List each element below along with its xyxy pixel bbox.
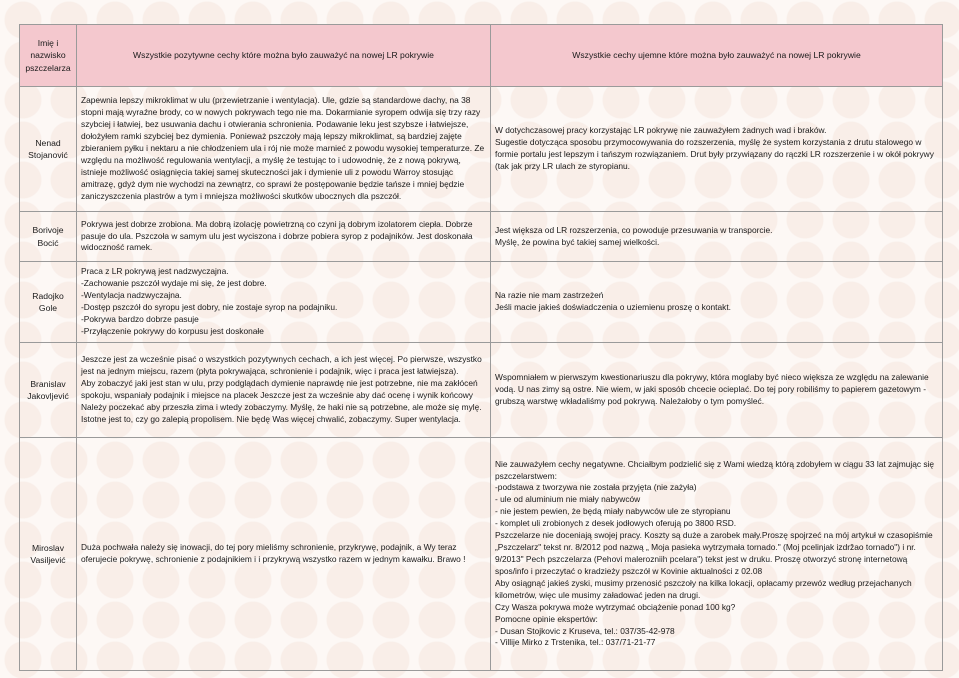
negative-cell bbox=[491, 438, 943, 671]
positive-text: Zapewnia lepszy mikroklimat w ulu (przewietrzanie i wentylacja). Ule, gdzie są standardowe dachy, na 38 stopni mają wyraźne brody, co w nowych pokrywach tego nie ma. Dokarmianie syropem odwija się trzy razy szybciej i łatwiej, bez usuwania dachu i otwierania schronienia. Podawanie leku jest szybsze i łatwiejsze, dołożyłem ramki szybciej bez dymienia. Ponieważ pszczoły mają lepszy mikroklimat, są bardziej zajęte zbieraniem pyłku i nektaru a nie chłodzeniem ula i rój nie może marnieć z powodu wysokiej temperaturze. Ze względu na możliwość regulowania wentylacji, a myślę że testując to i udowodnię, że z nową pokrywą, istnieje możliwość osiągnięcia takiej samej skuteczności jak i dymienie uli z powodu Warroy stosując amitrazę, gdyż dym nie wychodzi na zewnątrz, co sprawi że postępowanie będzie tańsze i mniej będzie zaniczyszczenia plastrów a tym i mniejsza możliwości skutków ubocznych dla pszczół. bbox=[81, 95, 485, 201]
header-row bbox=[20, 25, 943, 87]
negative-text: - komplet uli zrobionych z desek jodłowych oferują po 3800 RSD. bbox=[495, 518, 737, 529]
beekeeper-survey-table bbox=[19, 24, 943, 671]
table-row bbox=[20, 343, 943, 438]
positive-text: Jeszcze jest za wcześnie pisać o wszystkich pozytywnych cechach, a ich jest więcej. Po pierwsze, wszystko jest na jednym miejscu, razem (płyta pokrywająca, schronienie i podajnik, więc i praca jest łatwiejsza). bbox=[81, 354, 482, 377]
negative-text: - ule od aluminium nie miały nabywców bbox=[495, 494, 641, 505]
negative-text: Wspomniałem w pierwszym kwestionariuszu dla pokrywy, która moglaby być nieco większa ze względu na zalewanie vodą. U nas zimy są ostre. Nie wiem, w jaki sposób chcecie ocieplać. Do tej pory robiliśmy to papierem gazetowym - grubszą warstwę wkładaliśmy pod pokrywą. Należałoby o tym pomyśleć. bbox=[495, 372, 929, 406]
negative-text: Na razie nie mam zastrzeżeń bbox=[495, 290, 604, 301]
negative-text: Sugestie dotycząca sposobu przymocowywania do rozszerzenia, myślę że system korzystania z drutu stalowego w formie portalu jest lepszym i tańszym rozwiązaniem. Drut były przywiązany do rączki LR rozszerzenie i w okół pokrywy (tak jak przy LR ulach ze styropianu. bbox=[495, 137, 934, 171]
positive-cell bbox=[77, 87, 491, 212]
table-row bbox=[20, 212, 943, 262]
positive-cell bbox=[77, 212, 491, 262]
beekeeper-name: Borivoje Bocić bbox=[20, 212, 77, 262]
positive-text: Pokrywa jest dobrze zrobiona. Ma dobrą izolację powietrzną co czyni ją dobrym izolatorem ciepła. Dobrze pasuje do ula. Pszczoła w samym ulu jest wyciszona i dobrze pobiera syrop z podajników. Jest doskonała widoczność ramek. bbox=[81, 218, 473, 253]
positive-text: -Wentylacja nadzwyczajna. bbox=[81, 290, 182, 301]
negative-text: - nie jestem pewien, że będą miały nabywców ule ze styropianu bbox=[495, 506, 731, 517]
positive-cell bbox=[77, 262, 491, 343]
header-positive: Wszystkie pozytywne cechy które można było zauważyć na nowej LR pokrywie bbox=[77, 25, 491, 87]
negative-cell bbox=[491, 87, 943, 212]
beekeeper-name: Nenad Stojanović bbox=[20, 87, 77, 212]
negative-cell bbox=[491, 212, 943, 262]
positive-text: Duża pochwała należy się inowacji, do tej pory mieliśmy schronienie, przykrywę, podajnik, a Wy teraz oferujecie pokrywę, schronienie z podajnikiem i i przykrywą wszystko razem w jednym kawałku. Brawo ! bbox=[81, 542, 466, 564]
positive-cell bbox=[77, 343, 491, 438]
negative-text: - Dusan Stojkovic z Kruseva, tel.: 037/35-42-978 bbox=[495, 625, 675, 636]
negative-text: Jest większa od LR rozszerzenia, co powoduje przesuwania w transporcie. bbox=[495, 224, 773, 235]
negative-text: -podstawa z tworzywa nie została przyjęta (nie zażyła) bbox=[495, 482, 697, 493]
negative-text: Nie zauważyłem cechy negatywne. Chciałbym podzielić się z Wami wiedzą którą zdobyłem w ciągu 33 lat zajmując się pszczelarstwem: bbox=[495, 458, 935, 481]
negative-text: Myślę, że powina być takiej samej wielkości. bbox=[495, 236, 660, 247]
table-row bbox=[20, 262, 943, 343]
header-negative: Wszystkie cechy ujemne które można było zauważyć na nowej LR pokrywie bbox=[491, 25, 943, 87]
beekeeper-name: Branislav Jakovljević bbox=[20, 343, 77, 438]
table-row bbox=[20, 438, 943, 671]
positive-text: Aby zobaczyć jaki jest stan w ulu, przy podglądach dymienie naprawdę nie jest potrzebne, nie ma zakłóceń spokoju, wspaniały podajnik i miejsce na placek Jeszcze jest za wcześnie aby dać ocenę i wynik końcowy Należy poczekać aby przeszła zima i wtedy zobaczymy. Myślę, że haki nie są potrzebne, ale może się mylę. Istotne jest to, czy go zalepią propolisem. Nie będę Was więcej chwalić, zobaczymy. Super wentylacja. bbox=[81, 378, 482, 424]
table-row bbox=[20, 87, 943, 212]
negative-text: Pszczelarze nie doceniają swojej pracy. Koszty są duże a zarobek mały.Proszę spojrzeć na mój artykuł w czasopiśmie „Pszczelarz" tekst nr. 8/2012 pod nazwą „ Moja pasieka wytrzymała tornado." (Moj pcelinjak izdržao tornado") i nr. 9/2013" Pech pszczelarza (Pehovi malerozniih pcelara") tekst jest w druku. Proszę otworzyć stronę internetową spos/info i przeczytać o kradzieży pszczół w Kovinie aktualności z 02.08 bbox=[495, 530, 933, 576]
beekeeper-name: Radojko Gole bbox=[20, 262, 77, 343]
negative-text: Pomocne opinie ekspertów: bbox=[495, 613, 598, 624]
header-name: Imię i nazwisko pszczelarza bbox=[20, 25, 77, 87]
positive-cell bbox=[77, 438, 491, 671]
positive-text: Praca z LR pokrywą jest nadzwyczajna. bbox=[81, 266, 229, 277]
beekeeper-name: Miroslav Vasiljević bbox=[20, 438, 77, 671]
positive-text: -Przyłączenie pokrywy do korpusu jest doskonałe bbox=[81, 325, 264, 336]
negative-text: Aby osiągnąć jakieś zyski, musimy przenosić pszczoły na kilka lokacji, opłacamy przewóz według przejachanych kilometrów, więc ule musimy załadować jeden na drugi. bbox=[495, 577, 912, 600]
negative-text: Jeśli macie jakieś doświadczenia o uziemienu proszę o kontakt. bbox=[495, 302, 732, 312]
negative-text: W dotychczasowej pracy korzystając LR pokrywę nie zauważyłem żadnych wad i braków. bbox=[495, 125, 827, 136]
positive-text: -Zachowanie pszczół wydaje mi się, że jest dobre. bbox=[81, 278, 267, 289]
negative-text: Czy Wasza pokrywa może wytrzymać obciążenie ponad 100 kg? bbox=[495, 601, 736, 612]
negative-cell bbox=[491, 343, 943, 438]
negative-cell bbox=[491, 262, 943, 343]
negative-text: - Villije Mirko z Trstenika, tel.: 037/71-21-77 bbox=[495, 637, 656, 648]
positive-text: -Dostęp pszczół do syropu jest dobry, nie zostaje syrop na podajniku. bbox=[81, 302, 338, 312]
positive-text: -Pokrywa bardzo dobrze pasuje bbox=[81, 313, 199, 324]
